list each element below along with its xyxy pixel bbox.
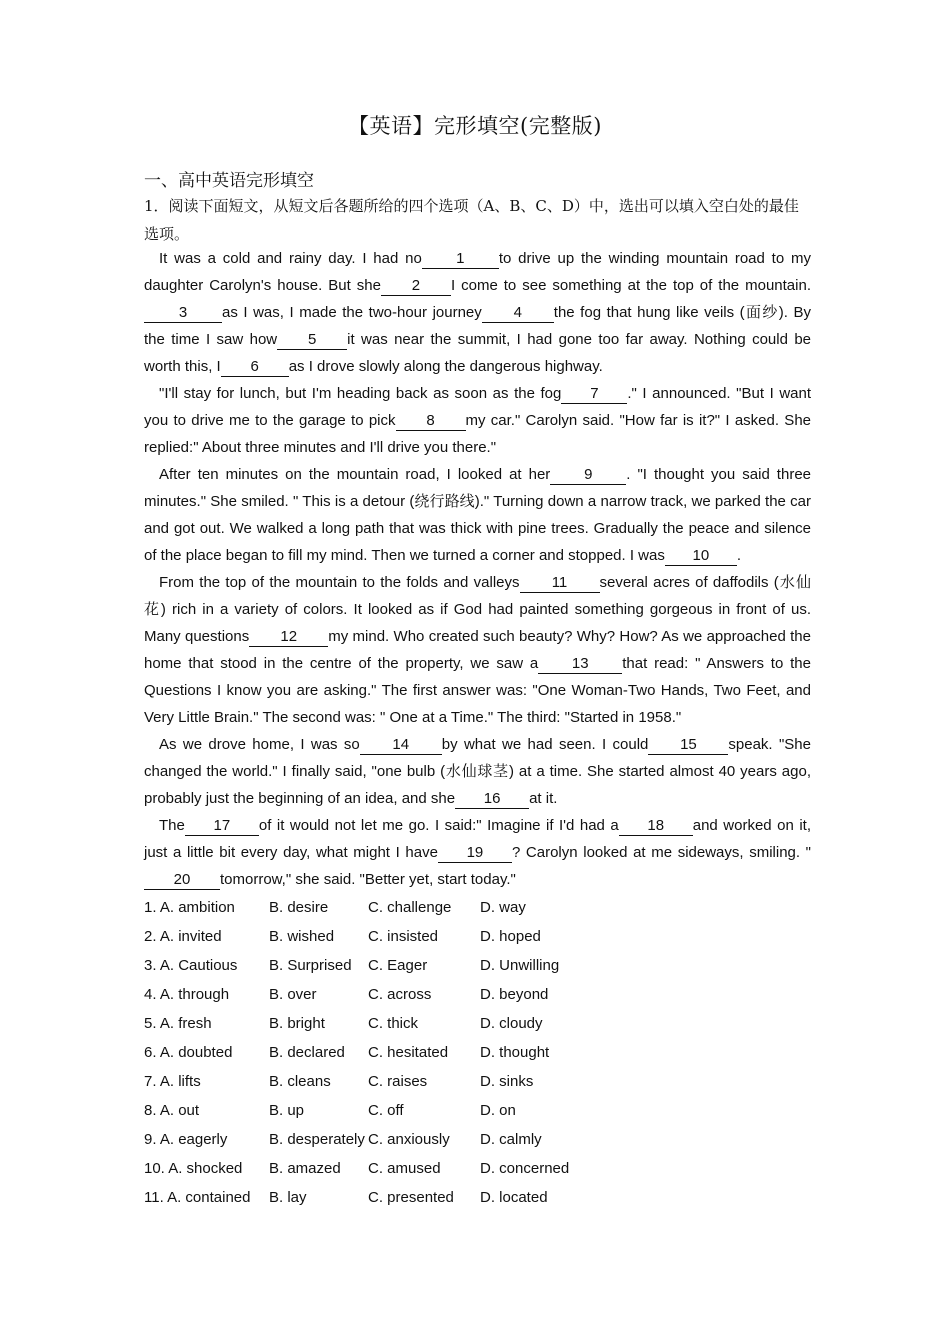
passage-paragraph	[144, 569, 811, 731]
blank-6: 6	[221, 358, 289, 377]
blank-8: 8	[396, 412, 466, 431]
option-d: D. Unwilling	[480, 957, 560, 974]
option-a: 1. A. ambition	[144, 899, 235, 916]
passage-text: as I drove slowly along the dangerous highway.	[288, 358, 603, 375]
option-d: D. sinks	[480, 1073, 534, 1090]
blank-9: 9	[550, 466, 626, 485]
option-a: 2. A. invited	[144, 928, 222, 945]
passage-text: several acres of daffodils (水仙花) rich in a variety of colors. It looked as if God had painted something gorgeous in front of us. Many questions	[144, 574, 811, 645]
passage-paragraph	[144, 731, 811, 812]
option-a: 6. A. doubted	[144, 1044, 233, 1061]
option-row	[144, 951, 600, 980]
option-d: D. thought	[480, 1044, 550, 1061]
option-c: C. off	[368, 1102, 404, 1119]
option-d: D. hoped	[480, 928, 541, 945]
option-c: C. insisted	[368, 928, 439, 945]
passage-text: The	[159, 817, 185, 834]
passage-text: my mind. Who created such beauty? Why? How? As we approached the home that stood in the centre of the property, we saw a	[144, 628, 811, 672]
passage-text: ." I announced. "But I want you to drive me to the garage to pick	[144, 385, 811, 429]
option-b: B. amazed	[269, 1160, 341, 1177]
blank-13: 13	[538, 655, 622, 674]
option-row	[144, 922, 600, 951]
option-a: 10. A. shocked	[144, 1160, 243, 1177]
option-b: B. cleans	[269, 1073, 331, 1090]
passage-text: that read: " Answers to the Questions I know you are asking." The first answer was: "One Woman-Two Hands, Two Feet, and Very Little Brain." The second was: " One at a Time." The third: "Started in 1958."	[144, 655, 811, 726]
blank-17: 17	[185, 817, 259, 836]
blank-7: 7	[561, 385, 627, 404]
option-a: 11. A. contained	[144, 1189, 251, 1206]
passage-text: and worked on it, just a little bit every day, what might I have	[144, 817, 811, 861]
passage-text: ? Carolyn looked at me sideways, smiling. "	[511, 844, 812, 861]
option-row	[144, 1038, 600, 1067]
passage-paragraph	[144, 380, 811, 461]
passage-text: my car." Carolyn said. "How far is it?" I asked. She replied:" About three minutes and I'll drive you there."	[144, 412, 811, 456]
option-row	[144, 1009, 600, 1038]
passage-text: the fog that hung like veils (面纱). By the time I saw how	[144, 304, 812, 348]
passage-text: "I'll stay for lunch, but I'm heading back as soon as the fog	[159, 385, 562, 402]
option-c: C. anxiously	[368, 1131, 450, 1148]
blank-16: 16	[455, 790, 529, 809]
option-d: D. located	[480, 1189, 548, 1206]
option-row	[144, 1154, 600, 1183]
option-row	[144, 1125, 600, 1154]
passage-text: From the top of the mountain to the folds and valleys	[159, 574, 520, 591]
blank-14: 14	[360, 736, 442, 755]
blank-12: 12	[249, 628, 328, 647]
blank-3: 3	[144, 304, 222, 323]
instruction-text: 1．阅读下面短文，从短文后各题所给的四个选项（A、B、C、D）中，选出可以填入空白处的最佳选项。	[144, 197, 799, 243]
option-a: 4. A. through	[144, 986, 230, 1003]
answer-options	[144, 893, 600, 1212]
option-row	[144, 893, 600, 922]
blank-2: 2	[381, 277, 451, 296]
option-b: B. Surprised	[269, 957, 352, 974]
option-row	[144, 1183, 600, 1212]
option-b: B. wished	[269, 928, 335, 945]
option-b: B. over	[269, 986, 317, 1003]
blank-18: 18	[619, 817, 693, 836]
option-a: 8. A. out	[144, 1102, 200, 1119]
blank-10: 10	[665, 547, 737, 566]
option-c: C. Eager	[368, 957, 428, 974]
option-a: 5. A. fresh	[144, 1015, 212, 1032]
passage-text: . "I thought you said three minutes." She smiled. " This is a detour (绕行路线)." Turning down a narrow track, we parked the car and got out. We walked a long path that was thick with pine trees. Gradually the peace and silence of the place began to fill my mind. Then we turned a corner and stopped. I was	[144, 466, 811, 564]
passage-text: tomorrow," she said. "Better yet, start today."	[220, 871, 516, 888]
option-c: C. thick	[368, 1015, 419, 1032]
option-row	[144, 1067, 600, 1096]
option-d: D. beyond	[480, 986, 549, 1003]
blank-15: 15	[648, 736, 728, 755]
blank-1: 1	[422, 250, 499, 269]
option-a: 9. A. eagerly	[144, 1131, 228, 1148]
option-b: B. declared	[269, 1044, 345, 1061]
passage-text: of it would not let me go. I said:" Imagine if I'd had a	[258, 817, 619, 834]
passage-paragraph	[144, 245, 811, 380]
passage-text: it was near the summit, I had gone too far away. Nothing could be worth this, I	[144, 331, 812, 375]
option-row	[144, 1096, 600, 1125]
passage-text: As we drove home, I was so	[159, 736, 360, 753]
option-c: C. amused	[368, 1160, 441, 1177]
passage-text: After ten minutes on the mountain road, I looked at her	[159, 466, 551, 483]
option-b: B. bright	[269, 1015, 325, 1032]
option-d: D. way	[480, 899, 526, 916]
option-d: D. concerned	[480, 1160, 570, 1177]
option-c: C. across	[368, 986, 432, 1003]
option-row	[144, 980, 600, 1009]
option-c: C. challenge	[368, 899, 452, 916]
passage-text: at it.	[529, 790, 558, 807]
option-d: D. calmly	[480, 1131, 542, 1148]
passage-text: speak. "She changed the world." I finally said, "one bulb (水仙球茎) at a time. She started almost 40 years ago, probably just the beginning of an idea, and she	[144, 736, 811, 807]
option-b: B. desire	[269, 899, 329, 916]
passage-paragraph	[144, 812, 811, 893]
section-heading: 一、高中英语完形填空	[144, 171, 314, 191]
blank-20: 20	[144, 871, 220, 890]
blank-5: 5	[277, 331, 347, 350]
option-c: C. hesitated	[368, 1044, 449, 1061]
passage-text: as I was, I made the two-hour journey	[222, 304, 482, 321]
passage-paragraph	[144, 461, 811, 569]
cloze-passage	[144, 245, 811, 893]
option-d: D. on	[480, 1102, 516, 1119]
option-d: D. cloudy	[480, 1015, 543, 1032]
option-c: C. presented	[368, 1189, 454, 1206]
blank-19: 19	[438, 844, 512, 863]
option-b: B. lay	[269, 1189, 307, 1206]
option-b: B. desperately	[269, 1131, 365, 1148]
page-title: 【英语】完形填空(完整版)	[348, 114, 602, 138]
option-c: C. raises	[368, 1073, 428, 1090]
option-a: 3. A. Cautious	[144, 957, 238, 974]
passage-text: .	[736, 547, 742, 564]
passage-text: I come to see something at the top of the mountain.	[450, 277, 811, 294]
option-a: 7. A. lifts	[144, 1073, 201, 1090]
blank-11: 11	[520, 574, 600, 593]
passage-text: by what we had seen. I could	[441, 736, 649, 753]
option-b: B. up	[269, 1102, 305, 1119]
blank-4: 4	[482, 304, 554, 323]
passage-text: to drive up the winding mountain road to my daughter Carolyn's house. But she	[144, 250, 811, 294]
passage-text: It was a cold and rainy day. I had no	[159, 250, 422, 267]
